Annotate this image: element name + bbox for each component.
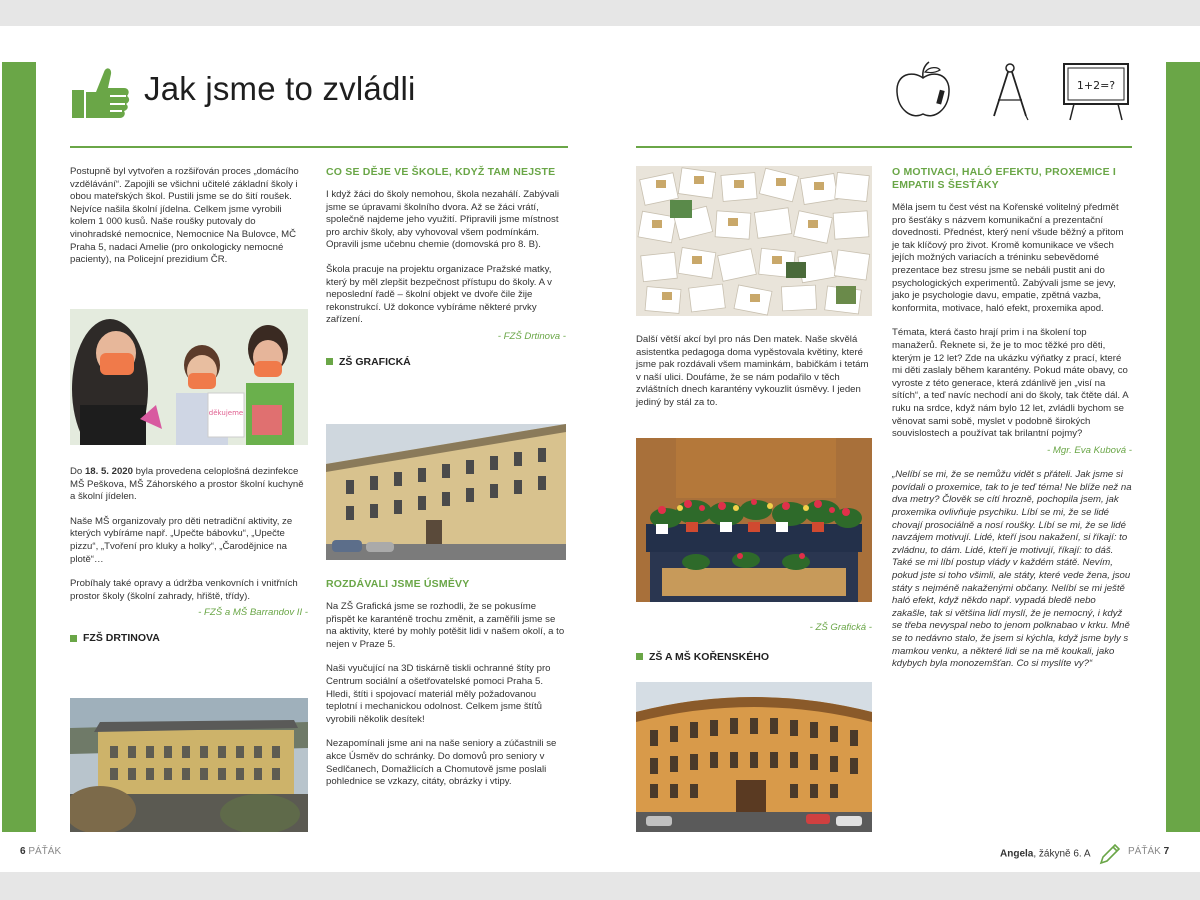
smile-cards-photo <box>636 166 872 316</box>
col2-paragraph-1: I když žáci do školy nemohou, škola nezahálí. Zabývali jsme se úpravami školního dvora. Až se žáci vrátí, společně najdeme jeho využití. Připravili jsme místnost pro archiv školy, aby vyhovoval všem podmínkám. Opravili jsme učebnu chemie (domovská pro 8. B). <box>326 189 560 251</box>
col1-subhead: FZŠ DRTINOVA <box>70 632 308 645</box>
col2-heading-2: ROZDÁVALI JSME ÚSMĚVY <box>326 578 470 590</box>
korenskeho-building-photo <box>636 682 872 832</box>
col1-paragraph-4: Probíhaly také opravy a údržba venkovních i vnitřních prostor školy (školní zahrady, hřiště, třídy). <box>70 578 298 602</box>
magazine-name-left: PÁŤÁK <box>28 846 62 857</box>
column-1 <box>70 166 308 279</box>
column-3-lower <box>636 622 872 675</box>
compass-icon <box>988 60 1032 122</box>
col2-paragraph-2: Škola pracuje na projektu organizace Pražské matky, který by měl zlepšit bezpečnost přístupu do školy. A v neposlední řadě – školní objekt ve dvoře čile žije rekonstrukcí. Už dokonce vybíráme některé prvky zařízení. <box>326 263 552 326</box>
col3-signature: - ZŠ Grafická - <box>809 622 872 633</box>
col2-subhead: ZŠ GRAFICKÁ <box>326 356 566 369</box>
date-highlight: 18. 5. 2020 <box>84 466 133 477</box>
left-accent-bar <box>2 62 36 832</box>
col4-paragraph-2: Témata, která často hrají prim i na školení top manažerů. Řeknete si, že je to moc těžké pro děti, kterým je 12 let? Zde na ukázku výňatky z prací, které mi děti zaslaly během karantény. Pokud máte obavy, co vyroste z této generace, která zdánlivě jen „visí na sítích“, a teď navíc nechodí ani do školy, tak čtěte dál. A ruku na srdce, když nám bylo 12 let, zvládli bychom se věnovat sami sobě, myslet v podobně širokých souvislostech a používat tak brilantní pojmy? <box>892 327 1129 440</box>
page-number-left: 6 <box>20 846 26 857</box>
col2-paragraph-3: Na ZŠ Grafická jsme se rozhodli, že se pokusíme přispět ke karanténě trochu změnit, a zaměřili jsme se na aktivity, které by mohly potěšit lidi v našem okolí, a to nejen v Praze 5. <box>326 601 565 650</box>
page-title: Jak jsme to zvládli <box>144 70 416 107</box>
right-header-rule <box>636 146 1132 148</box>
col2-signature: - FZŠ Drtinova - <box>497 330 566 342</box>
apple-icon <box>892 60 954 122</box>
col1-paragraph-1: Postupně byl vytvořen a rozšiřován proces „domácího vzdělávání“. Zapojili se všichni učitelé základní školy i obou mateřských škol. Pustili jsme se do šití roušek. Nejvíce našila školní jídelna. Celkem jsme vyrobili kolem 1 000 kusů. Naše roušky putovaly do vinohradské nemocnice, Nemocnice Na Bulovce, MČ Praha 5, nadaci Amelie (pro onkologicky nemocné pacienty), na Policejní prezidium ČR. <box>70 166 299 266</box>
pencil-icon <box>1097 841 1123 867</box>
photo-sign: děkujeme <box>208 409 244 417</box>
page-number-right: 7 <box>1163 846 1170 857</box>
right-accent-bar <box>1166 62 1200 832</box>
col2-paragraph-4: Naši vyučující na 3D tiskárně tiskli ochranné štíty pro Centrum sociální a ošetřovatelské pomoci Praha 5. Hledi, štíti i spojovací materiál měly požadovanou teplotní i mechanickou odolnost. Celkem jsme štítů vyrobili několik desítek! <box>326 663 551 725</box>
column-2 <box>326 166 566 380</box>
magazine-name-right: PÁŤÁK <box>1128 846 1161 857</box>
col2-heading: CO SE DĚJE VE ŠKOLE, KDYŽ TAM NEJSTE <box>326 166 556 178</box>
blackboard-icon <box>1062 60 1132 122</box>
board-text: 1+2=? <box>1076 79 1116 92</box>
left-header-rule <box>70 146 568 148</box>
col4-paragraph-1: Měla jsem tu čest vést na Kořenské volitelný předmět pro šesťáky s názvem komunikační a prezentační dovednosti. Přednést, který není všude běžný a přitom je tak klíčový pro život. Kromě komunikace ve všech jejích možných variacích a tréninku sebevědomé prezentace bez stresu jsme se nebáli pustit ani do psychologických experimentů. Zabývali jsme se jevy, jako je psychologie davu, empatie, zpětná vazba, konformita, motivace, haló efekt, proxemika apod. <box>892 202 1124 314</box>
thumbs-up-icon <box>70 62 132 124</box>
col1-paragraph-3: Naše MŠ organizovaly pro děti netradiční aktivity, ze kterých vybíráme např. „Upečte bábovku“, „Upečte pizzu“, „Tvoření pro kluky a holky“, „Čarodějnice na plotě“… <box>70 515 293 565</box>
flowers-photo <box>636 438 872 602</box>
col3-subhead: ZŠ A MŠ KOŘENSKÉHO <box>636 651 872 664</box>
quote-author: Angela, žákyně 6. A <box>1000 841 1123 867</box>
col4-heading: O MOTIVACI, HALÓ EFEKTU, PROXEMICE I EMPATII S ŠESŤÁKY <box>892 166 1117 191</box>
column-4 <box>892 166 1132 683</box>
col3-paragraph-1: Další větší akcí byl pro nás Den matek. Naše skvělá asistentka pedagoga doma vypěstovala květiny, které jsme pak rozdávali všem maminkám, babičkám i tetám v naší ulici. Doufáme, že se nám podařilo v těch zvláštních dnech karantény vykouzlit úsměvy. I jeden jediný by stál za to. <box>636 334 869 408</box>
col4-signature: - Mgr. Eva Kubová - <box>1047 444 1132 456</box>
col1-signature: - FZŠ a MŠ Barrandov II - <box>198 607 308 619</box>
column-3 <box>636 334 872 422</box>
col2-paragraph-5: Nezapomínali jsme ani na naše seniory a zúčastnili se akce Úsměv do schránky. Do domovů pro seniory v Sedlčanech, Domažlicích a Chomutově jsme poslali pohlednice se vzkazy, citáty, obrázky i vtipy. <box>326 738 557 788</box>
column-1-lower <box>70 466 308 657</box>
col1-paragraph-2: Do 18. 5. 2020 byla provedena celoplošná dezinfekce MŠ Peškova, MŠ Záhorského a prostor školní kuchyně a školní jídelen. <box>70 466 304 503</box>
drtinova-building-photo <box>70 698 308 832</box>
column-2-lower <box>326 578 566 801</box>
footer-left <box>20 846 61 857</box>
col4-quote: „Nelíbí se mi, že se nemůžu vidět s přáteli. Jak jsme si povídali o proxemice, tak to je teď téma! Ne blíže než na dva metry? Člověk se cítí hrozně, pochopila jsem, jak proxemika ovlivňuje psychiku. Líbí se mi, že se lidé chovají prosociálně a nosí roušky. Líbí se mi, že se lidé navzájem motivují. Lidé, kteří jsou nakažení, si říkají: to zvládnu, to dám. Lidé, kteří je motivují, říkají: to dáš. Také se mi líbí postup vlády v každém státě. Nevím, pokud jste si toho všimli, ale státy, které vede žena, jsou státy s nejméně nakaženými občany. Nelíbí se mi ještě haló efekt, když někdo např. vypadá bledě nebo zakašle, tak si většina lidí myslí, že je nemocný, i když se třeba nevyspal nebo to jenom polknabao v krku. Mně se to nedávno stalo, že jsem si kýchla, když jsme byly s mamkou venku, a některé lidi se na mě koukali, jako kdybych byla monozemšťan. Co si myslíte vy?“ <box>892 469 1132 670</box>
magazine-spread <box>0 26 1200 872</box>
footer-right <box>1128 846 1169 857</box>
masks-photo <box>70 309 308 445</box>
graficka-building-photo <box>326 424 566 560</box>
